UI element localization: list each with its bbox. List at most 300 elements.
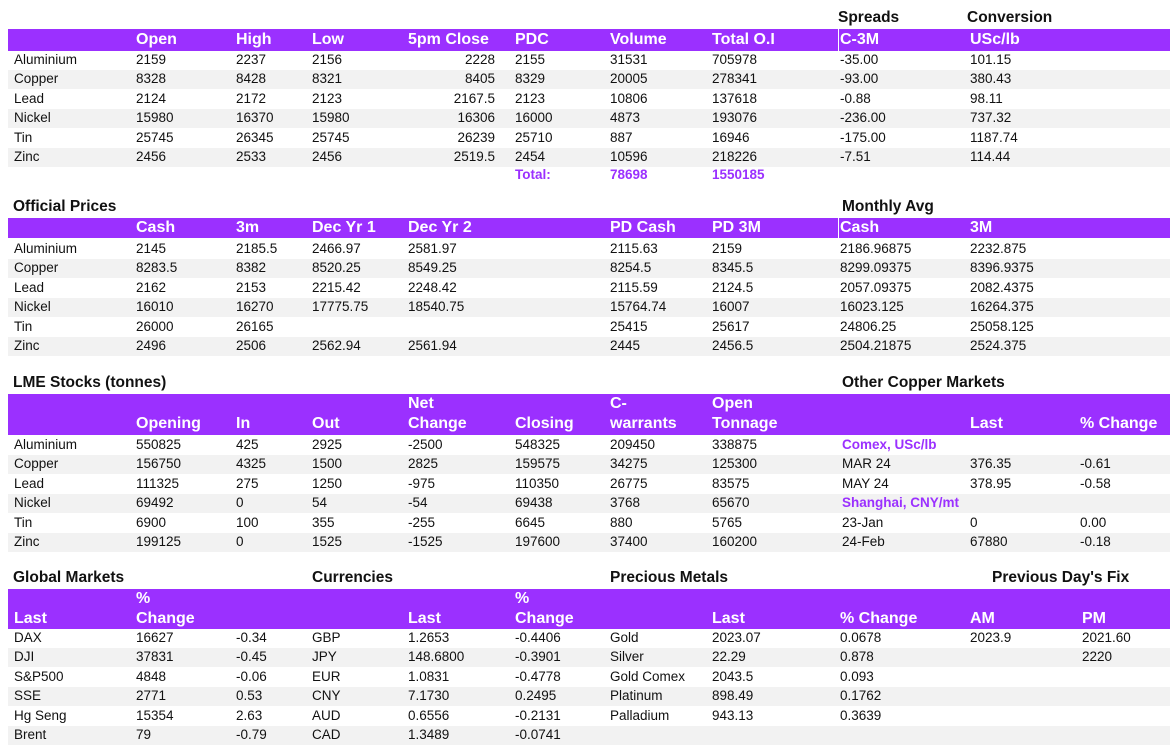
cell-c3m: -93.00: [840, 71, 879, 87]
cell-pd-cash: 25415: [610, 318, 648, 334]
metal-name: Nickel: [14, 299, 51, 315]
global-index-last: 37831: [136, 649, 174, 665]
cell-open: 8328: [136, 71, 167, 87]
precious-metal-last: 2023.07: [712, 630, 761, 645]
table-row: [8, 109, 1170, 128]
cell-pd-cash: 2115.63: [610, 241, 658, 256]
precious-metal-last: 2043.5: [712, 668, 754, 684]
cell-pdc: 16000: [515, 110, 553, 126]
metal-name: Lead: [14, 90, 45, 106]
conversion-title: Conversion: [967, 9, 1053, 26]
column-header: Change: [515, 610, 574, 627]
cell-out: 54: [312, 495, 328, 511]
cell-cash: 16010: [136, 299, 174, 315]
column-header: Last: [408, 610, 441, 627]
bottom-header-bar: [8, 589, 1170, 629]
other-market-label: 24-Feb: [842, 534, 885, 549]
precious-metal-name: Gold Comex: [610, 668, 686, 684]
cell-pd-cash: 15764.74: [610, 299, 667, 315]
cell-high: 2533: [236, 149, 267, 164]
cell-3m: 2185.5: [236, 241, 278, 256]
cell-pd-3m: 2159: [712, 241, 743, 256]
table-row: [8, 240, 1170, 259]
column-header: Out: [312, 415, 340, 432]
cell-5pm-close: 2519.5: [453, 149, 495, 164]
cell-in: 100: [236, 514, 259, 530]
cell-cash: 8283.5: [136, 260, 178, 276]
official-prices-title: Official Prices: [13, 198, 117, 215]
currency-code: CNY: [312, 688, 341, 704]
monthly-avg-title: Monthly Avg: [842, 198, 934, 215]
column-header: Change: [136, 610, 195, 627]
table-row: [8, 668, 1170, 687]
cell-total-oi: 705978: [712, 52, 758, 67]
currency-pct: -0.2131: [515, 707, 561, 723]
cell-pd-cash: 2445: [610, 338, 641, 353]
precious-metal-pct: 0.093: [840, 668, 874, 684]
cell-opening: 156750: [136, 456, 182, 472]
cell-c-warrants: 34275: [610, 456, 648, 472]
cell-volume: 4873: [610, 110, 641, 126]
precious-metal-pct: 0.3639: [840, 707, 882, 723]
total-label: Total:: [515, 167, 551, 182]
cell-pdc: 2454: [515, 149, 546, 164]
metal-name: Lead: [14, 475, 45, 491]
cell-high: 16370: [236, 110, 274, 126]
global-index-pct: 2.63: [236, 707, 263, 723]
table-row: [8, 129, 1170, 148]
column-header: Last: [970, 415, 1003, 432]
fix-pm: 2220: [1082, 649, 1113, 665]
currency-last: 148.6800: [408, 649, 465, 665]
table-row: [8, 318, 1170, 337]
precious-metals-title: Precious Metals: [610, 569, 729, 586]
table-row: [8, 279, 1170, 298]
cell-c-warrants: 209450: [610, 437, 656, 452]
currency-code: AUD: [312, 707, 341, 723]
column-header: Dec Yr 2: [408, 219, 472, 236]
metal-name: Lead: [14, 279, 45, 295]
metal-name: Tin: [14, 514, 33, 530]
column-header: Net: [408, 395, 434, 412]
global-index-name: DAX: [14, 630, 42, 645]
total-oi: 1550185: [712, 167, 765, 182]
table-row: [8, 707, 1170, 726]
global-index-pct: 0.53: [236, 688, 263, 704]
cell-monthly-3m: 8396.9375: [970, 260, 1034, 276]
cell-closing: 197600: [515, 534, 561, 549]
cell-cash: 2145: [136, 241, 167, 256]
cell-net-change: 2825: [408, 456, 439, 472]
column-header: Open: [712, 395, 753, 412]
cell-pdc: 8329: [515, 71, 546, 87]
currency-pct: -0.0741: [515, 727, 561, 742]
currency-last: 1.3489: [408, 727, 450, 742]
top-header-bar: [8, 29, 1170, 51]
cell-low: 25745: [312, 129, 350, 145]
cell-usc-lb: 380.43: [970, 71, 1012, 87]
cell-pdc: 25710: [515, 129, 553, 145]
stocks-header-bar: [8, 394, 1170, 435]
cell-monthly-cash: 8299.09375: [840, 260, 912, 276]
metal-name: Aluminium: [14, 437, 78, 452]
cell-open: 2456: [136, 149, 167, 164]
other-market-last: 67880: [970, 534, 1008, 549]
other-market-pct: -0.58: [1080, 475, 1111, 491]
table-row: [8, 90, 1170, 109]
cell-open: 25745: [136, 129, 174, 145]
global-index-pct: -0.06: [236, 668, 267, 684]
other-market-pct: -0.61: [1080, 456, 1111, 472]
cell-pd-3m: 8345.5: [712, 260, 754, 276]
cell-3m: 2153: [236, 279, 267, 295]
cell-open-tonnage: 83575: [712, 475, 750, 491]
cell-c-warrants: 3768: [610, 495, 641, 511]
cell-closing: 548325: [515, 437, 561, 452]
cell-in: 0: [236, 495, 244, 511]
currency-code: JPY: [312, 649, 337, 665]
column-header: %: [136, 590, 151, 607]
other-market-heading: Comex, USc/lb: [842, 437, 937, 452]
table-row: [8, 514, 1170, 533]
currency-code: CAD: [312, 727, 341, 742]
cell-out: 355: [312, 514, 335, 530]
cell-cash: 26000: [136, 318, 174, 334]
global-index-name: S&P500: [14, 668, 64, 684]
global-index-name: SSE: [14, 688, 42, 704]
metal-name: Zinc: [14, 149, 40, 164]
cell-pd-cash: 2115.59: [610, 279, 658, 295]
cell-dec-yr2: 2561.94: [408, 338, 457, 353]
metal-name: Nickel: [14, 495, 51, 511]
cell-net-change: -54: [408, 495, 428, 511]
column-header: AM: [970, 610, 995, 627]
cell-open: 2159: [136, 52, 167, 67]
cell-out: 1250: [312, 475, 343, 491]
metal-name: Tin: [14, 129, 33, 145]
cell-total-oi: 278341: [712, 71, 758, 87]
metal-name: Nickel: [14, 110, 51, 126]
table-row: [8, 726, 1170, 745]
metal-name: Copper: [14, 71, 59, 87]
fix-pm: 2021.60: [1082, 630, 1131, 645]
global-index-pct: -0.79: [236, 727, 267, 742]
cell-total-oi: 137618: [712, 90, 758, 106]
cell-5pm-close: 16306: [457, 110, 495, 126]
cell-usc-lb: 114.44: [970, 149, 1011, 164]
table-row: [8, 70, 1170, 89]
column-header: Closing: [515, 415, 574, 432]
column-header: PD Cash: [610, 219, 676, 236]
table-row: [8, 436, 1170, 455]
cell-usc-lb: 98.11: [970, 90, 1003, 106]
spreads-title: Spreads: [838, 9, 900, 26]
cell-dec-yr1: 2466.97: [312, 241, 361, 256]
table-row: [8, 475, 1170, 494]
cell-open: 15980: [136, 110, 174, 126]
global-index-name: Brent: [14, 727, 47, 742]
currency-code: EUR: [312, 668, 341, 684]
precious-metal-last: 898.49: [712, 688, 754, 704]
column-header: Cash: [840, 219, 880, 236]
cell-opening: 69492: [136, 495, 174, 511]
cell-closing: 6645: [515, 514, 546, 530]
column-header: warrants: [610, 415, 677, 432]
cell-pd-cash: 8254.5: [610, 260, 652, 276]
cell-pd-3m: 2456.5: [712, 338, 754, 353]
precious-metal-pct: 0.0678: [840, 630, 882, 645]
cell-net-change: -2500: [408, 437, 443, 452]
cell-net-change: -1525: [408, 534, 443, 549]
column-header: % Change: [1080, 415, 1158, 432]
cell-dec-yr2: 2248.42: [408, 279, 457, 295]
column-header: Cash: [136, 219, 176, 236]
column-header: C-3M: [840, 31, 880, 48]
currency-code: GBP: [312, 630, 341, 645]
column-header: Opening: [136, 415, 201, 432]
cell-dec-yr2: 8549.25: [408, 260, 457, 276]
table-row: [8, 259, 1170, 278]
currency-last: 0.6556: [408, 707, 450, 723]
cell-closing: 110350: [515, 475, 560, 491]
cell-in: 275: [236, 475, 259, 491]
other-market-pct: -0.18: [1080, 534, 1111, 549]
official-header-bar: [8, 218, 1170, 238]
cell-5pm-close: 2167.5: [453, 90, 495, 106]
global-index-last: 2771: [136, 688, 167, 704]
cell-c3m: -7.51: [840, 149, 871, 164]
cell-volume: 10596: [610, 149, 648, 164]
global-index-last: 16627: [136, 630, 174, 645]
table-row: [8, 455, 1170, 474]
cell-volume: 887: [610, 129, 633, 145]
column-header: Last: [712, 610, 745, 627]
previous-days-fix-title: Previous Day's Fix: [992, 569, 1130, 586]
cell-open-tonnage: 338875: [712, 437, 758, 452]
cell-pd-3m: 16007: [712, 299, 750, 315]
precious-metal-pct: 0.878: [840, 649, 874, 665]
table-row: [8, 533, 1170, 552]
cell-in: 4325: [236, 456, 267, 472]
cell-closing: 159575: [515, 456, 561, 472]
metal-name: Tin: [14, 318, 33, 334]
cell-in: 425: [236, 437, 259, 452]
column-header: PDC: [515, 31, 549, 48]
cell-low: 2123: [312, 90, 343, 106]
cell-usc-lb: 101.15: [970, 52, 1012, 67]
table-row: [8, 51, 1170, 70]
metal-name: Aluminium: [14, 241, 78, 256]
cell-open-tonnage: 160200: [712, 534, 758, 549]
global-index-pct: -0.34: [236, 630, 267, 645]
cell-3m: 26165: [236, 318, 274, 334]
cell-monthly-cash: 16023.125: [840, 299, 904, 315]
column-header: Tonnage: [712, 415, 778, 432]
cell-c3m: -0.88: [840, 90, 871, 106]
cell-c-warrants: 880: [610, 514, 633, 530]
header-separator: [838, 218, 839, 238]
cell-monthly-3m: 25058.125: [970, 318, 1034, 334]
cell-c3m: -236.00: [840, 110, 886, 126]
cell-c3m: -35.00: [840, 52, 879, 67]
cell-usc-lb: 737.32: [970, 110, 1012, 126]
cell-volume: 20005: [610, 71, 648, 87]
column-header: High: [236, 31, 272, 48]
cell-low: 2456: [312, 149, 343, 164]
currency-last: 7.1730: [408, 688, 450, 704]
global-index-last: 15354: [136, 707, 174, 723]
precious-metal-last: 22.29: [712, 649, 746, 665]
cell-3m: 2506: [236, 338, 267, 353]
cell-low: 15980: [312, 110, 350, 126]
cell-out: 2925: [312, 437, 343, 452]
column-header: PD 3M: [712, 219, 761, 236]
cell-total-oi: 193076: [712, 110, 758, 126]
table-row: [8, 629, 1170, 648]
column-header: C-: [610, 395, 627, 412]
table-row: [8, 648, 1170, 667]
global-index-last: 4848: [136, 668, 167, 684]
cell-monthly-cash: 2057.09375: [840, 279, 912, 295]
cell-net-change: -975: [408, 475, 436, 491]
cell-monthly-cash: 24806.25: [840, 318, 897, 334]
cell-dec-yr1: 17775.75: [312, 299, 369, 315]
cell-monthly-3m: 2524.375: [970, 338, 1027, 353]
cell-pdc: 2123: [515, 90, 546, 106]
currency-pct: -0.4778: [515, 668, 561, 684]
column-header: Total O.I: [712, 31, 775, 48]
cell-monthly-3m: 2082.4375: [970, 279, 1034, 295]
currency-last: 1.2653: [408, 630, 450, 645]
column-header: Low: [312, 31, 344, 48]
other-market-label: MAR 24: [842, 456, 891, 472]
cell-in: 0: [236, 534, 244, 549]
cell-opening: 550825: [136, 437, 182, 452]
cell-open-tonnage: 5765: [712, 514, 743, 530]
currency-last: 1.0831: [408, 668, 450, 684]
cell-usc-lb: 1187.74: [970, 129, 1018, 145]
other-copper-markets-title: Other Copper Markets: [842, 374, 1005, 391]
cell-monthly-3m: 16264.375: [970, 299, 1034, 315]
cell-opening: 199125: [136, 534, 182, 549]
cell-dec-yr1: 2215.42: [312, 279, 361, 295]
cell-c-warrants: 26775: [610, 475, 648, 491]
cell-3m: 8382: [236, 260, 267, 276]
precious-metal-name: Platinum: [610, 688, 663, 704]
table-row: [8, 687, 1170, 706]
column-header: Open: [136, 31, 177, 48]
global-index-name: DJI: [14, 649, 35, 665]
cell-5pm-close: 26239: [457, 129, 495, 145]
cell-low: 2156: [312, 52, 343, 67]
column-header: PM: [1082, 610, 1106, 627]
cell-low: 8321: [312, 71, 343, 87]
global-index-last: 79: [136, 727, 152, 742]
other-market-pct: 0.00: [1080, 514, 1107, 530]
other-market-heading: Shanghai, CNY/mt: [842, 495, 960, 511]
cell-opening: 111325: [136, 475, 180, 491]
currency-pct: -0.3901: [515, 649, 561, 665]
column-header: In: [236, 415, 251, 432]
cell-high: 2172: [236, 90, 267, 106]
cell-open-tonnage: 65670: [712, 495, 750, 511]
global-index-pct: -0.45: [236, 649, 267, 665]
table-row: [8, 148, 1170, 167]
metal-name: Zinc: [14, 338, 40, 353]
table-row: [8, 494, 1170, 513]
column-header: Change: [408, 415, 467, 432]
cell-open-tonnage: 125300: [712, 456, 758, 472]
currency-pct: -0.4406: [515, 630, 561, 645]
table-row: [8, 298, 1170, 317]
cell-dec-yr1: 8520.25: [312, 260, 361, 276]
total-volume: 78698: [610, 167, 648, 182]
cell-net-change: -255: [408, 514, 436, 530]
column-header: %: [515, 590, 530, 607]
cell-3m: 16270: [236, 299, 274, 315]
column-header: Last: [14, 610, 47, 627]
cell-high: 8428: [236, 71, 267, 87]
column-header: USc/lb: [970, 31, 1020, 48]
cell-monthly-cash: 2504.21875: [840, 338, 912, 353]
global-markets-title: Global Markets: [13, 569, 125, 586]
cell-high: 2237: [236, 52, 267, 67]
cell-pd-3m: 2124.5: [712, 279, 754, 295]
total-row: [8, 166, 1170, 185]
column-header: 3m: [236, 219, 260, 236]
currencies-title: Currencies: [312, 569, 393, 586]
cell-pdc: 2155: [515, 52, 546, 67]
metal-name: Aluminium: [14, 52, 78, 67]
cell-cash: 2162: [136, 279, 167, 295]
cell-monthly-cash: 2186.96875: [840, 241, 912, 256]
cell-total-oi: 218226: [712, 149, 758, 164]
header-separator: [838, 29, 839, 51]
cell-cash: 2496: [136, 338, 167, 353]
cell-pd-3m: 25617: [712, 318, 750, 334]
cell-dec-yr2: 18540.75: [408, 299, 465, 315]
other-market-label: MAY 24: [842, 475, 889, 491]
cell-out: 1525: [312, 534, 343, 549]
lme-stocks-title: LME Stocks (tonnes): [13, 374, 167, 391]
table-row: [8, 337, 1170, 356]
cell-out: 1500: [312, 456, 343, 472]
precious-metal-name: Palladium: [610, 707, 670, 723]
cell-5pm-close: 8405: [464, 71, 495, 87]
metal-name: Zinc: [14, 534, 40, 549]
column-header: 3M: [970, 219, 993, 236]
column-header: % Change: [840, 610, 918, 627]
cell-open: 2124: [136, 90, 167, 106]
column-header: Volume: [610, 31, 667, 48]
cell-volume: 10806: [610, 90, 648, 106]
column-header: Dec Yr 1: [312, 219, 376, 236]
precious-metal-last: 943.13: [712, 707, 754, 723]
cell-c3m: -175.00: [840, 129, 886, 145]
metal-name: Copper: [14, 260, 59, 276]
metal-name: Copper: [14, 456, 59, 472]
precious-metal-pct: 0.1762: [840, 688, 882, 704]
currency-pct: 0.2495: [515, 688, 557, 704]
column-header: 5pm Close: [408, 31, 489, 48]
precious-metal-name: Gold: [610, 630, 639, 645]
fix-am: 2023.9: [970, 630, 1012, 645]
cell-total-oi: 16946: [712, 129, 750, 145]
other-market-label: 23-Jan: [842, 514, 884, 530]
cell-closing: 69438: [515, 495, 553, 511]
cell-c-warrants: 37400: [610, 534, 648, 549]
other-market-last: 378.95: [970, 475, 1012, 491]
